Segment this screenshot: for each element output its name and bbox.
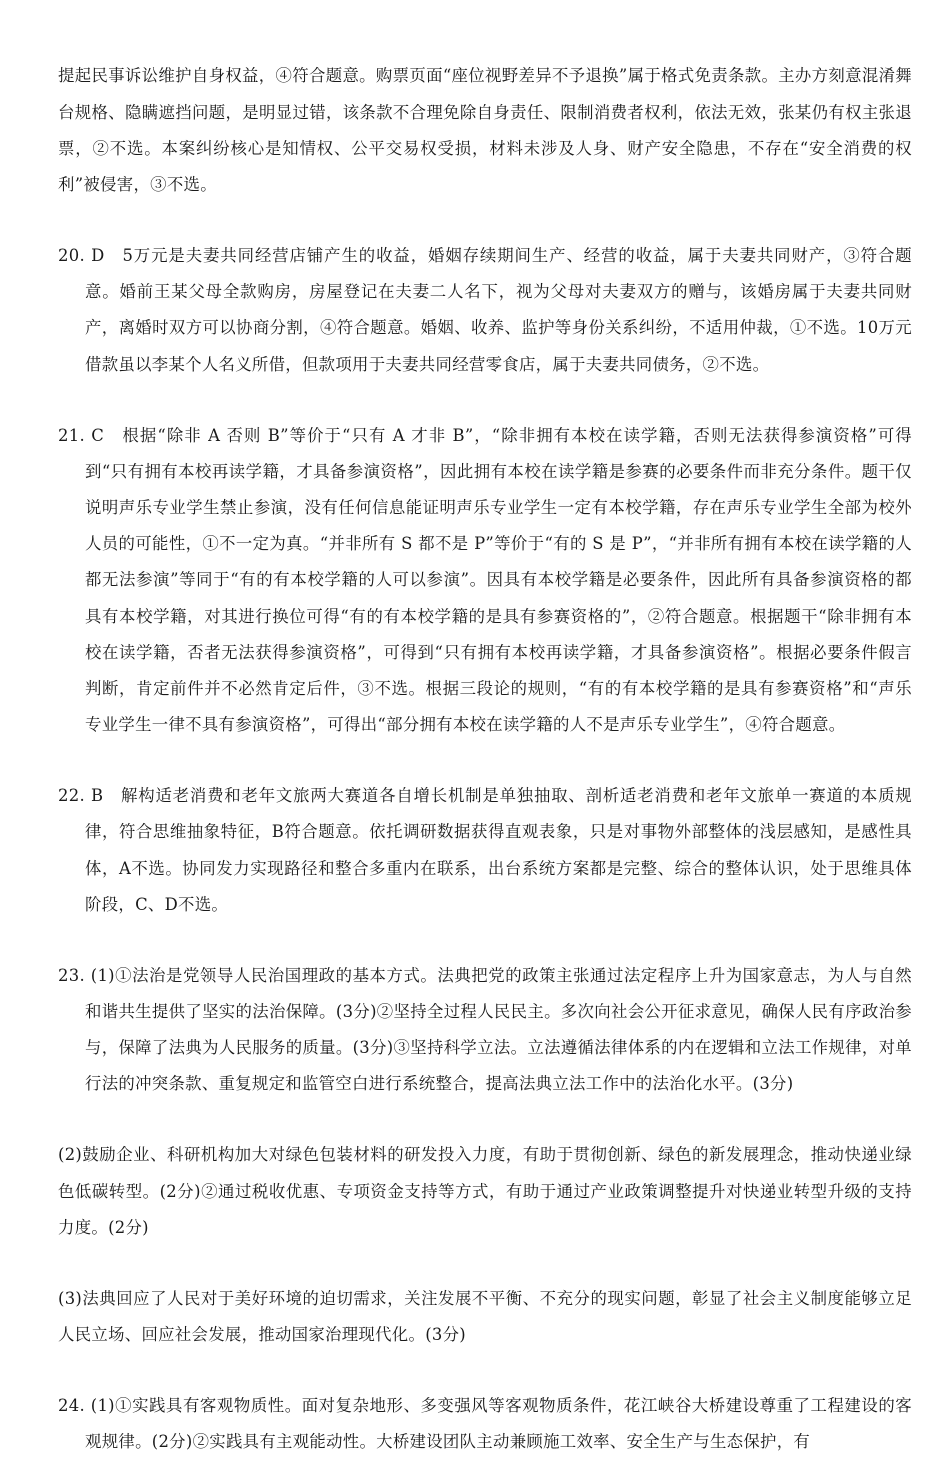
- paragraph-text: 22. B 解构适老消费和老年文旅两大赛道各自增长机制是单独抽取、剖析适老消费和老年文旅单一赛道的本质规律，符合思维抽象特征，B符合题意。依托调研数据获得直观表象，只是对事物外部整体的浅层感知，是感性具体，A不选。协同发力实现路径和整合多重内在联系，出台系统方案都是完整、综合的整体认识，处于思维具体阶段，C、D不选。: [58, 786, 912, 914]
- answer-23-part-1: [58, 958, 912, 1103]
- answer-21: [58, 418, 912, 744]
- paragraph-text: 20. D 5万元是夫妻共同经营店铺产生的收益，婚姻存续期间生产、经营的收益，属于夫妻共同财产，③符合题意。婚前王某父母全款购房，房屋登记在夫妻二人名下，视为父母对夫妻双方的赠与，该婚房属于夫妻共同财产，离婚时双方可以协商分割，④符合题意。婚姻、收养、监护等身份关系纠纷，不适用仲裁，①不选。10万元借款虽以李某个人名义所借，但款项用于夫妻共同经营零食店，属于夫妻共同债务，②不选。: [58, 245, 912, 374]
- paragraph-text: 23. (1)①法治是党领导人民治国理政的基本方式。法典把党的政策主张通过法定程序上升为国家意志，为人与自然和谐共生提供了坚实的法治保障。(3分)②坚持全过程人民民主。多次向社会公开征求意见，确保人民有序政治参与，保障了法典为人民服务的质量。(3分)③坚持科学立法。立法遵循法律体系的内在逻辑和立法工作规律，对单行法的冲突条款、重复规定和监管空白进行系统整合，提高法典立法工作中的法治化水平。(3分): [58, 965, 912, 1094]
- paragraph-19-continued: [58, 58, 912, 203]
- answer-22: [58, 778, 912, 923]
- paragraph-text: 24. (1)①实践具有客观物质性。面对复杂地形、多变强风等客观物质条件，花江峡谷大桥建设尊重了工程建设的客观规律。(2分)②实践具有主观能动性。大桥建设团队主动兼顾施工效率、安全生产与生态保护，有: [58, 1395, 912, 1452]
- paragraph-text: (2)鼓励企业、科研机构加大对绿色包装材料的研发投入力度，有助于贯彻创新、绿色的新发展理念，推动快递业绿色低碳转型。(2分)②通过税收优惠、专项资金支持等方式，有助于通过产业政策调整提升对快递业转型升级的支持力度。(2分): [58, 1145, 912, 1237]
- paragraph-text: (3)法典回应了人民对于美好环境的迫切需求，关注发展不平衡、不充分的现实问题，彰显了社会主义制度能够立足人民立场、回应社会发展，推动国家治理现代化。(3分): [58, 1288, 912, 1344]
- answer-24-part-1: [58, 1388, 912, 1460]
- paragraph-text: 提起民事诉讼维护自身权益，④符合题意。购票页面“座位视野差异不予退换”属于格式免责条款。主办方刻意混淆舞台规格、隐瞒遮挡问题，是明显过错，该条款不合理免除自身责任、限制消费者权利，依法无效，张某仍有权主张退票，②不选。本案纠纷核心是知情权、公平交易权受损，材料未涉及人身、财产安全隐患，不存在“安全消费的权利”被侵害，③不选。: [58, 66, 912, 194]
- answer-23-part-2: [58, 1137, 912, 1246]
- answer-23-part-3: [58, 1281, 912, 1353]
- paragraph-text: 21. C 根据“除非 A 否则 B”等价于“只有 A 才非 B”，“除非拥有本校在读学籍，否则无法获得参演资格”可得到“只有拥有本校再读学籍，才具备参演资格”，因此拥有本校在读学籍是参赛的必要条件而非充分条件。题干仅说明声乐专业学生禁止参演，没有任何信息能证明声乐专业学生一定有本校学籍，存在声乐专业学生全部为校外人员的可能性，①不一定为真。“并非所有 S 都不是 P”等价于“有的 S 是 P”，“并非所有拥有本校在读学籍的人都无法参演”等同于“有的有本校学籍的人可以参演”。因具有本校学籍是必要条件，因此所有具备参演资格的都具有本校学籍，对其进行换位可得“有的有本校学籍的是具有参赛资格的”，②符合题意。根据题干“除非拥有本校在读学籍，否者无法获得参演资格”，可得到“只有拥有本校再读学籍，才具备参演资格”。根据必要条件假言判断，肯定前件并不必然肯定后件，③不选。根据三段论的规则，“有的有本校学籍的是具有参赛资格”和“声乐专业学生一律不具有参演资格”，可得出“部分拥有本校在读学籍的人不是声乐专业学生”，④符合题意。: [58, 425, 912, 735]
- answer-20: [58, 238, 912, 383]
